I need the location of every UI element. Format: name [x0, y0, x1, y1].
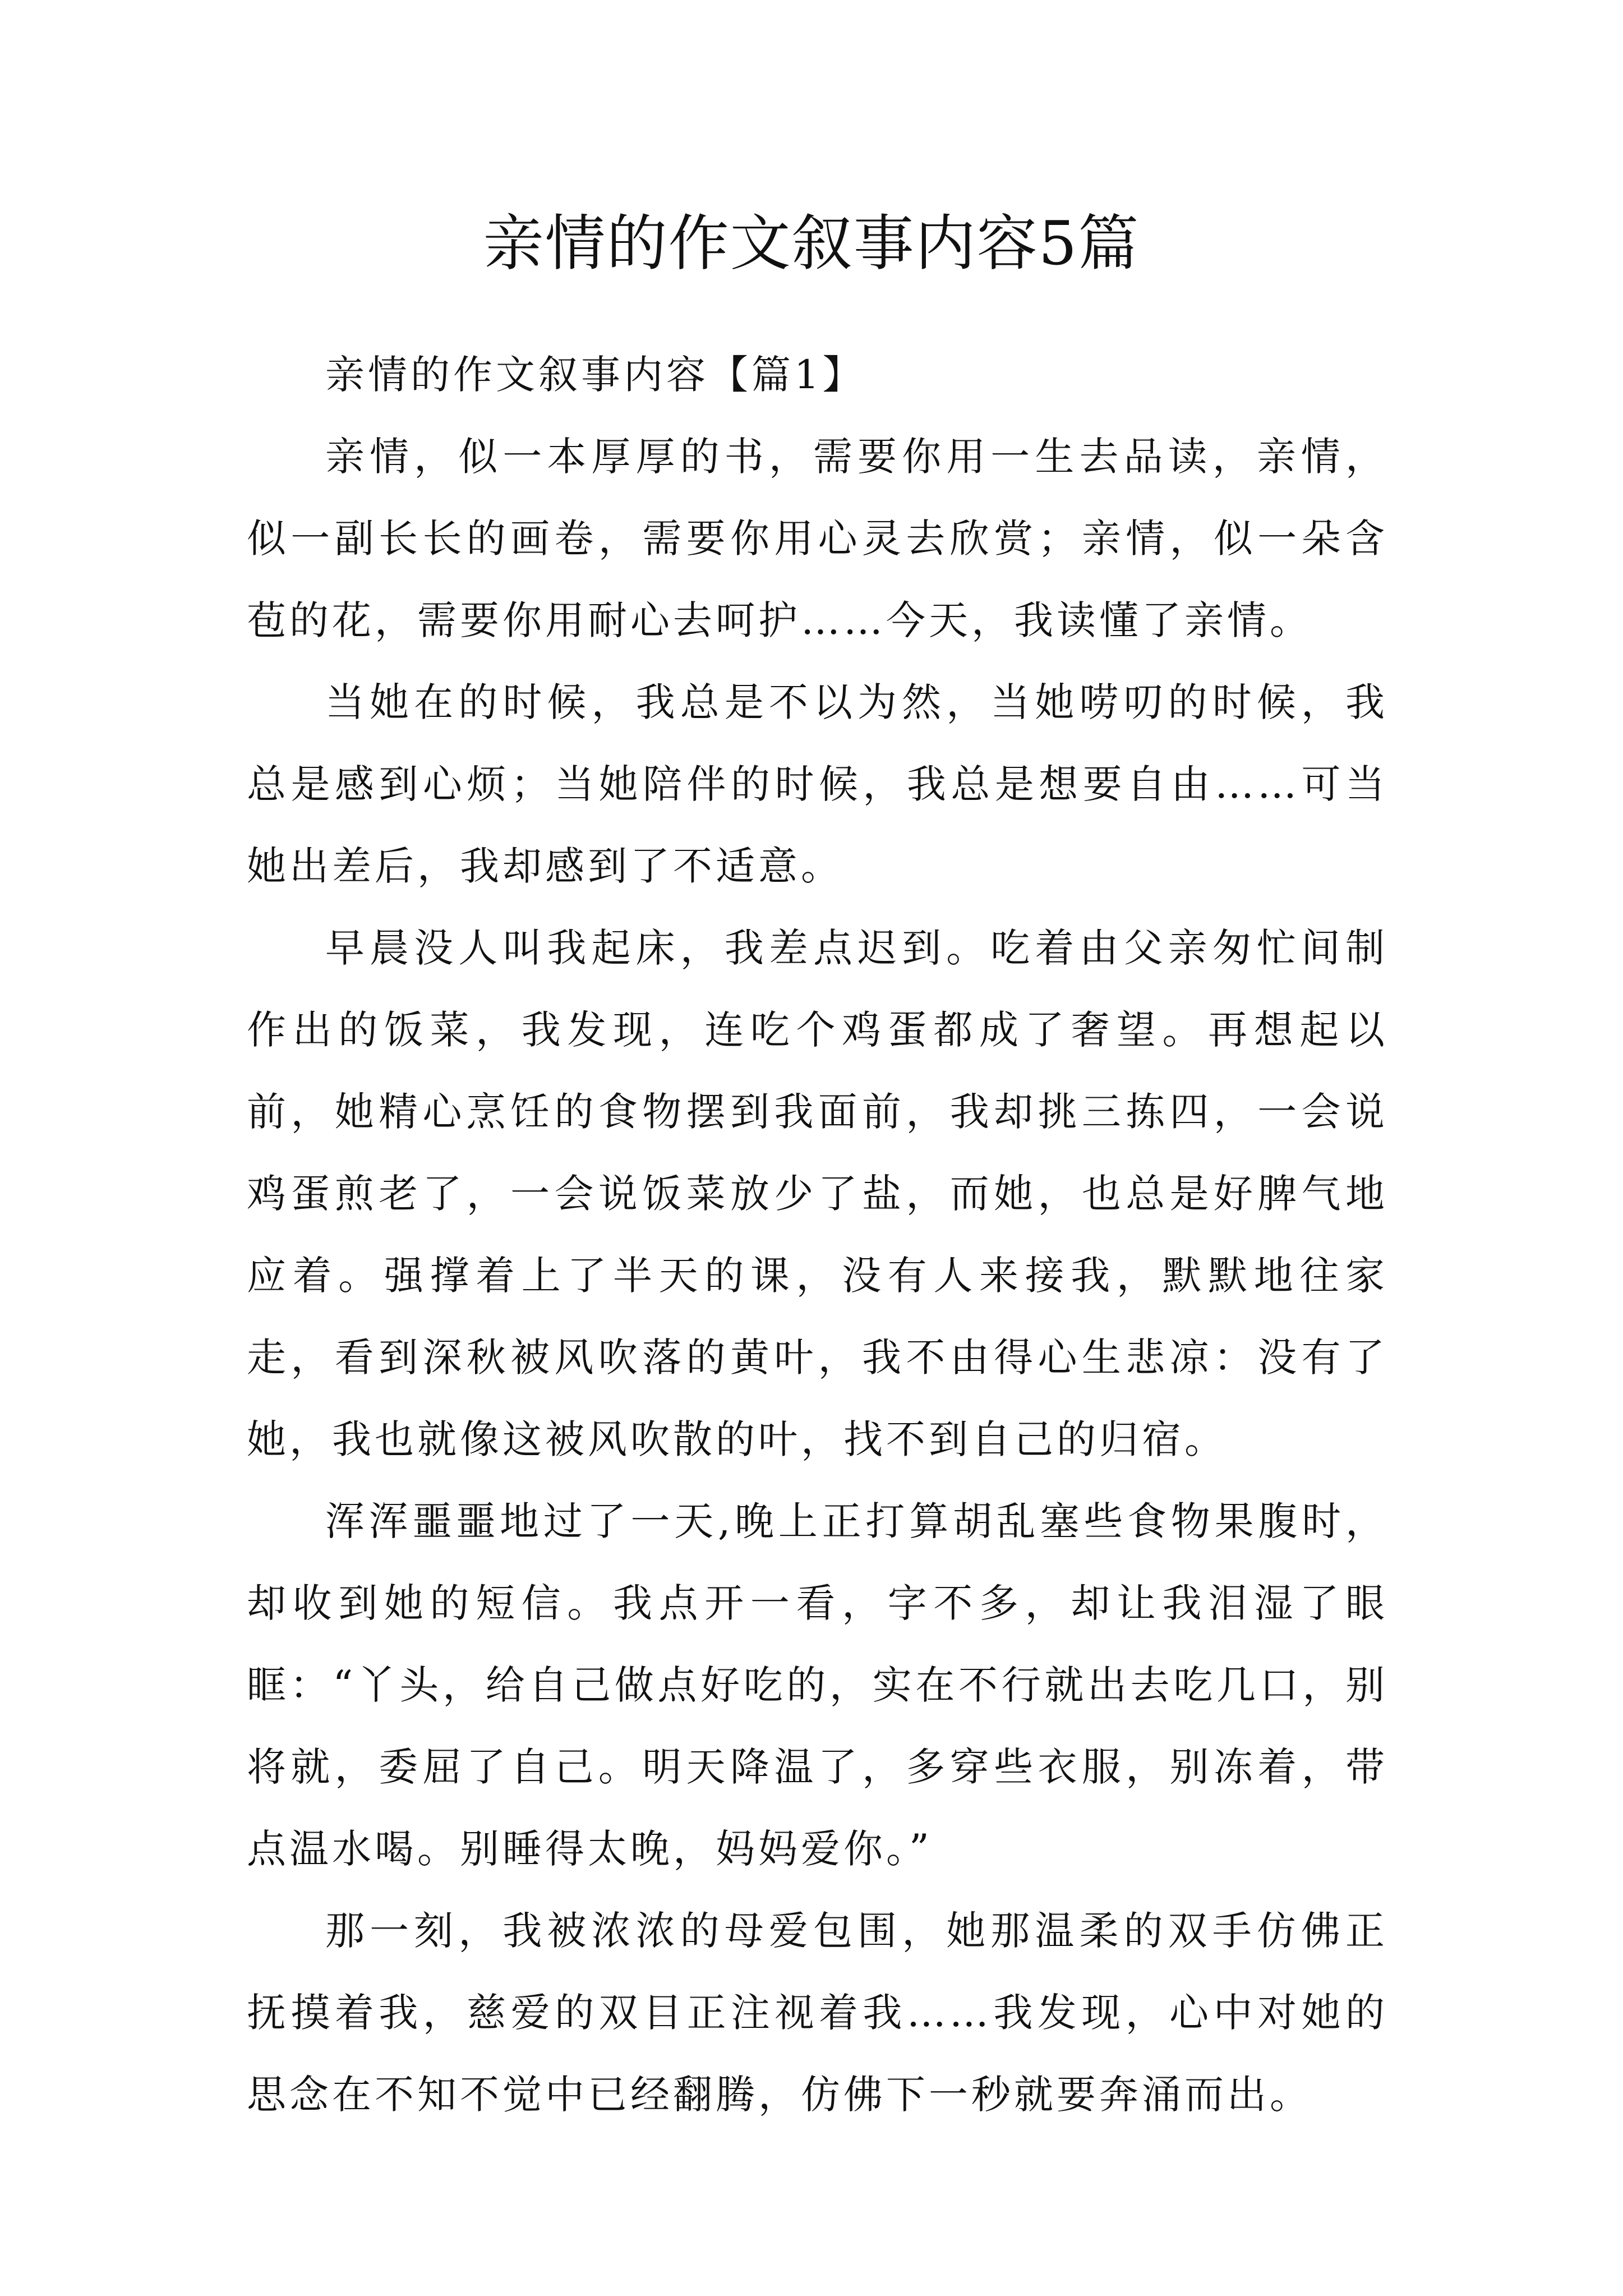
- document-body: [247, 334, 1388, 2136]
- paragraph: 早晨没人叫我起床，我差点迟到。吃着由父亲匆忙间制作出的饭菜，我发现，连吃个鸡蛋都成了奢望。再想起以前，她精心烹饪的食物摆到我面前，我却挑三拣四，一会说鸡蛋煎老了，一会说饭菜放少了盐，而她，也总是好脾气地应着。强撑着上了半天的课，没有人来接我，默默地往家走，看到深秋被风吹落的黄叶，我不由得心生悲凉：没有了她，我也就像这被风吹散的叶，找不到自己的归宿。: [247, 925, 1388, 1462]
- paragraph: 浑浑噩噩地过了一天,晚上正打算胡乱塞些食物果腹时，却收到她的短信。我点开一看，字不多，却让我泪湿了眼眶：“丫头，给自己做点好吃的，实在不行就出去吃几口，别将就，委屈了自己。明天降温了，多穿些衣服，别冻着，带点温水喝。别睡得太晚，妈妈爱你。”: [247, 1498, 1388, 1872]
- section-heading: 亲情的作文叙事内容【篇1】: [325, 352, 865, 398]
- paragraph: 那一刻，我被浓浓的母爱包围，她那温柔的双手仿佛正抚摸着我，慈爱的双目正注视着我……我发现，心中对她的思念在不知不觉中已经翻腾，仿佛下一秒就要奔涌而出。: [247, 1908, 1388, 2118]
- paragraph: 当她在的时候，我总是不以为然，当她唠叨的时候，我总是感到心烦；当她陪伴的时候，我总是想要自由……可当她出差后，我却感到了不适意。: [247, 679, 1388, 889]
- document-title: 亲情的作文叙事内容5篇: [483, 209, 1140, 279]
- paragraph: 亲情，似一本厚厚的书，需要你用一生去品读，亲情，似一副长长的画卷，需要你用心灵去欣赏；亲情，似一朵含苞的花，需要你用耐心去呵护……今天，我读懂了亲情。: [247, 434, 1388, 643]
